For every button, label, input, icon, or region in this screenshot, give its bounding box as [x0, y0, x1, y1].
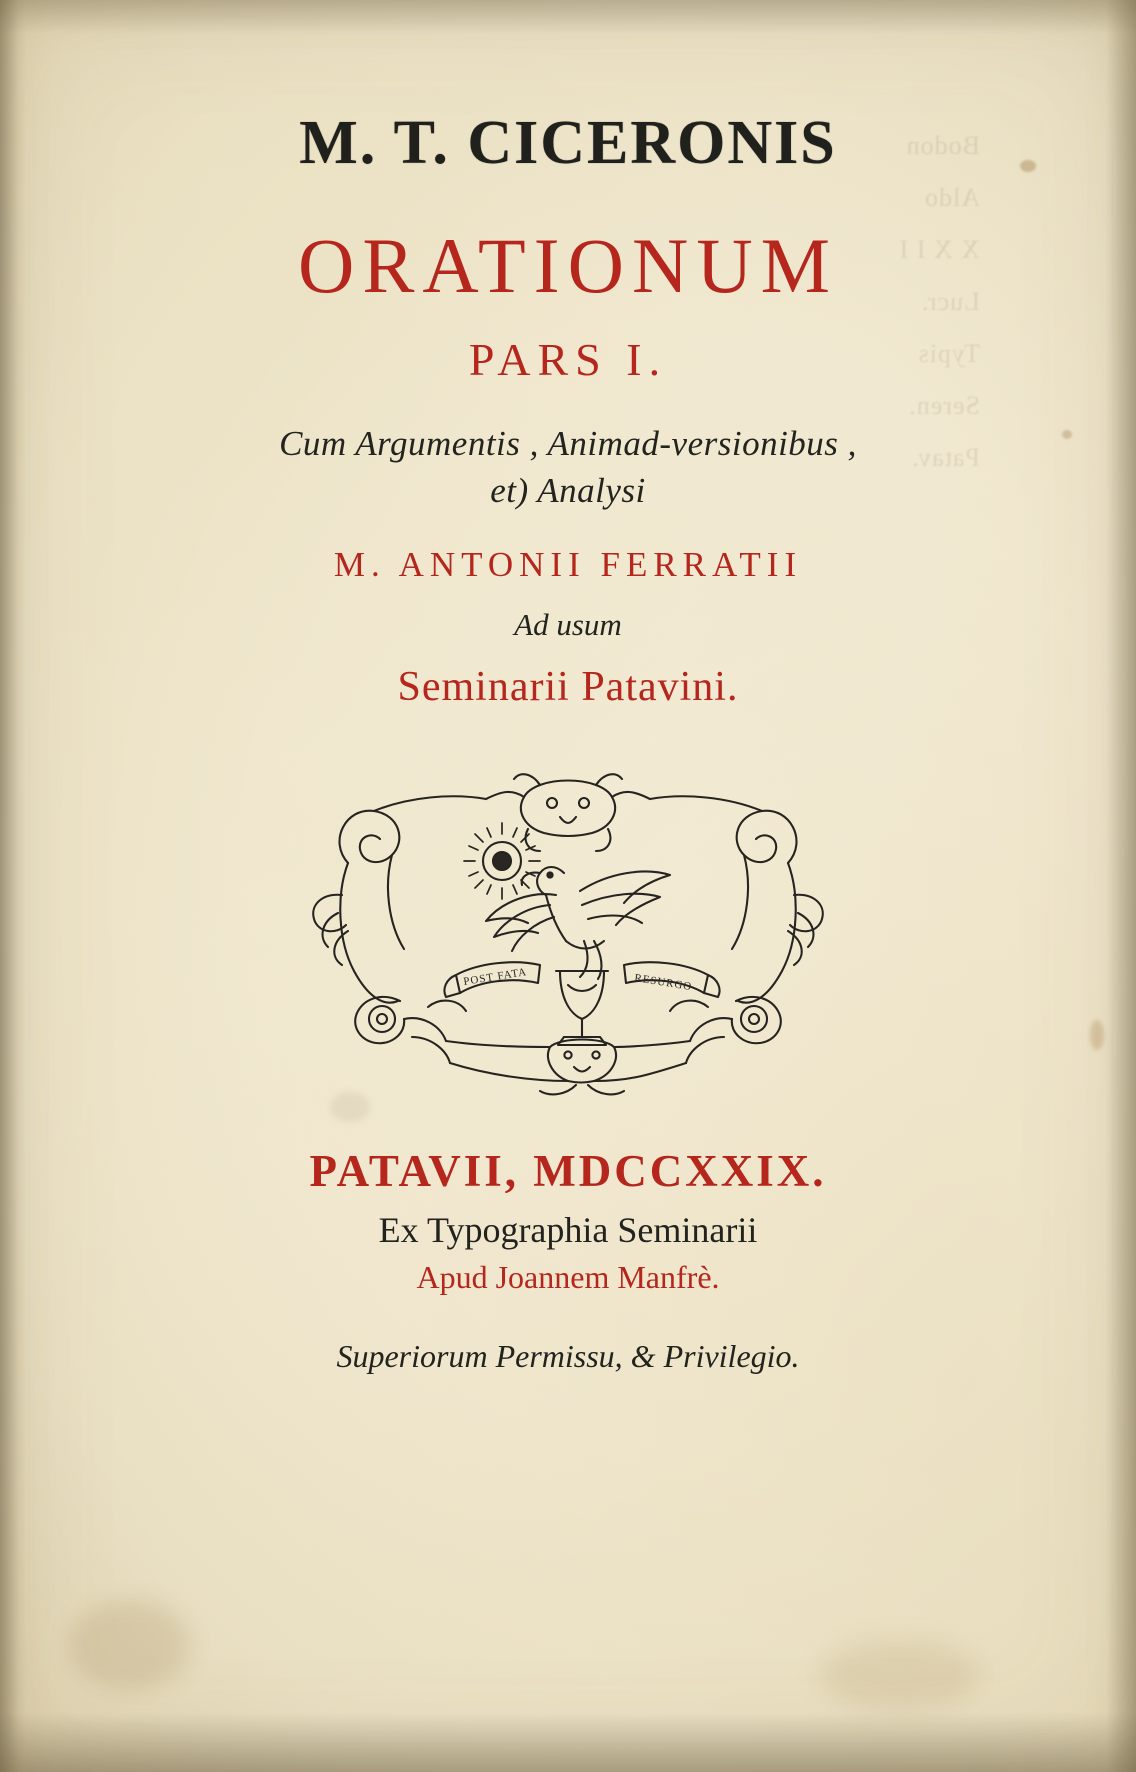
bleed-line: Typis — [917, 339, 980, 368]
page-title-author: M. T. CICERONIS — [299, 109, 837, 177]
imprint-press: Ex Typographia Seminarii — [378, 1209, 758, 1250]
permission-statement: Superiorum Permissu, & Privilegio. — [336, 1337, 800, 1374]
printers-device-wrapper — [0, 745, 1136, 1105]
device-motto-left: POST FATA — [462, 965, 528, 988]
imprint-place-year: PATAVII, MDCCXXIX. — [309, 1145, 827, 1196]
editor-name: M. ANTONII FERRATII — [333, 544, 803, 584]
institution-name: Seminarii Patavini. — [397, 663, 739, 710]
bleed-line: X X I I — [898, 235, 980, 264]
paper-stain — [820, 1640, 980, 1710]
bleed-line: Seren. — [908, 391, 980, 420]
subtitle-line-1: Cum Argumentis , Animad-versionibus , — [279, 424, 857, 463]
bleed-line: Patav. — [911, 443, 980, 472]
printers-device-eagle-urn-icon — [288, 745, 848, 1105]
device-motto-right: RESURGO — [633, 971, 694, 993]
paper-stain — [70, 1600, 190, 1690]
subtitle-block — [0, 420, 1136, 515]
dedication-line: Ad usum — [514, 606, 622, 642]
bleed-line: Aldo — [924, 183, 980, 212]
bleed-line: Bodon — [905, 131, 980, 160]
subtitle-line-2: et) Analysi — [490, 471, 646, 511]
imprint-printer: Apud Joannem Manfrè. — [416, 1258, 720, 1295]
page-title-part: PARS I. — [468, 334, 668, 385]
page-title-main: ORATIONUM — [298, 222, 838, 309]
page-bottom-shadow — [0, 1712, 1136, 1772]
bleed-line: Lucr. — [920, 287, 980, 316]
